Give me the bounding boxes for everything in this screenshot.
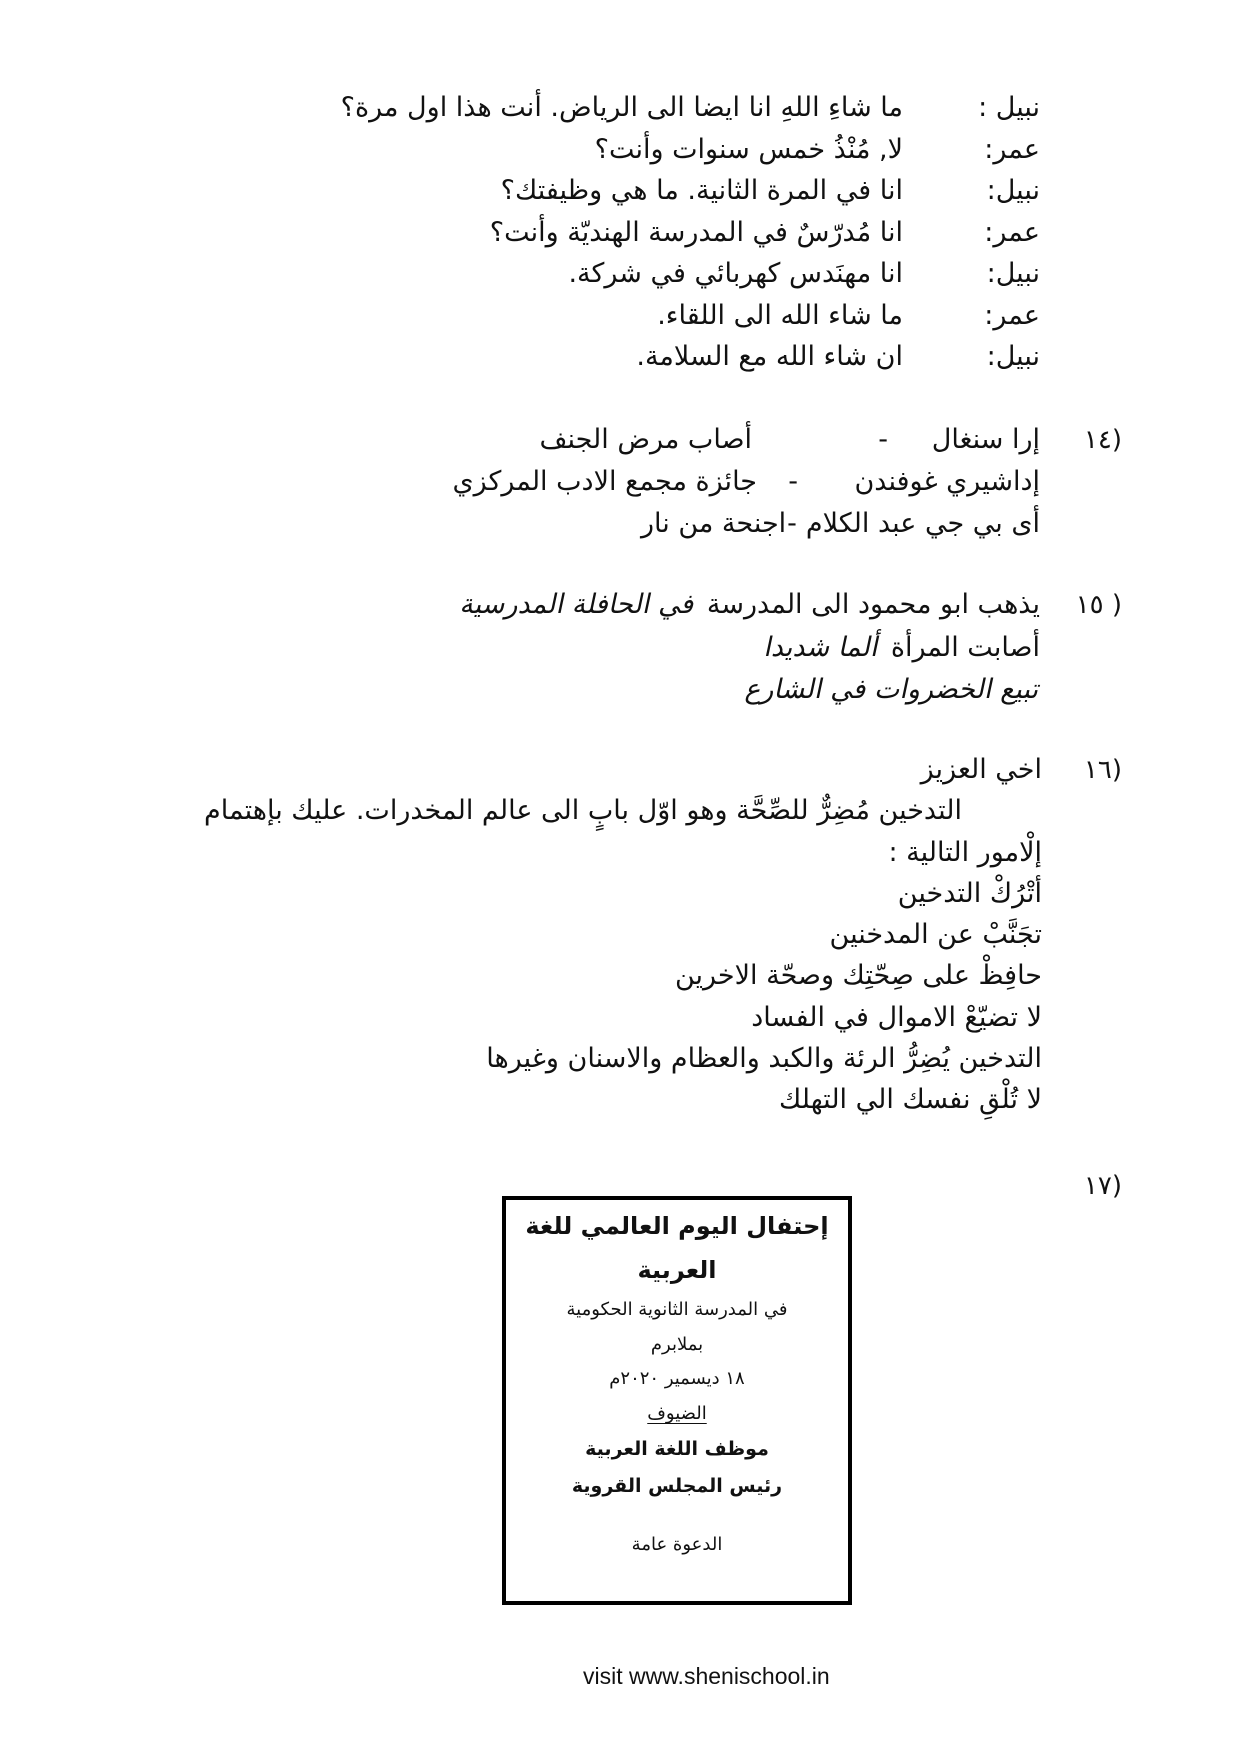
speaker-label: عمر: [984, 216, 1040, 248]
person-name: أى بي جي عبد الكلام [805, 508, 1040, 539]
question-15-answer [160, 584, 1044, 712]
notice-place: بملابرم [650, 1334, 704, 1355]
notice-title-line: إحتفال اليوم العالمي للغة [525, 1212, 829, 1240]
dialogue-line [140, 129, 1040, 171]
speech-text: انا مُدرّسٌ في المدرسة الهنديّة وأنت؟ [489, 216, 903, 248]
question-number-15: ١٥ ) [1075, 590, 1122, 620]
letter-greeting: اخي العزيز [920, 754, 1042, 785]
notice-guests-heading [506, 1396, 848, 1431]
question-number-16: ١٦) [1083, 755, 1122, 785]
notice-invitation: الدعوة عامة [631, 1534, 723, 1555]
notice-date: ١٨ ديسمير ٢٠٢٠م [609, 1368, 745, 1389]
speaker-label: نبيل : [978, 92, 1040, 123]
notice-title-line: العربية [637, 1256, 717, 1284]
letter-line: تجَنَّبْ عن المدخنين [829, 919, 1042, 950]
letter-line: لا تضيّعْ الاموال في الفساد [751, 1001, 1042, 1033]
match-row [160, 503, 1040, 545]
question-14-answer [160, 419, 1040, 545]
letter-line: التدخين يُضِرُّ الرئة والكبد والعظام والاسنان وغيرها [486, 1042, 1042, 1074]
notice-venue: في المدرسة الثانوية الحكومية [566, 1299, 788, 1320]
separator-dash: - [788, 466, 798, 497]
notice-box [502, 1196, 852, 1605]
speaker-label: نبيل: [986, 175, 1040, 206]
dialogue-line [140, 87, 1040, 129]
letter-line: أتْرُكْ التدخين [897, 877, 1042, 909]
dialogue-line [140, 170, 1040, 212]
sentence-italic-part: تبيع الخضروات في الشارع [742, 674, 1044, 705]
speech-text: ما شاء الله الى اللقاء. [657, 299, 903, 331]
question-16-letter [42, 749, 1042, 1120]
person-work: اجنحة من نار [640, 508, 787, 539]
person-work: جائزة مجمع الادب المركزي [452, 466, 757, 497]
speech-text: ما شاءِ اللهِ انا ايضا الى الرياض. أنت هذا اول مرة؟ [340, 92, 903, 123]
sentence-plain-part: أصابت المرأة [890, 631, 1040, 663]
speaker-label: عمر: [984, 133, 1040, 165]
letter-line: إلْامور التالية : [888, 836, 1042, 868]
letter-line: حافِظْ على صِحّتِك وصحّة الاخرين [674, 960, 1042, 992]
sentence-line [160, 627, 1040, 670]
notice-guest: رئيس المجلس القروية [571, 1475, 783, 1497]
person-name: إرا سنغال [931, 424, 1040, 455]
match-row [160, 419, 1040, 461]
dialogue-block [140, 87, 1040, 378]
dialogue-line [140, 253, 1040, 295]
speech-text: انا مهنَدس كهربائي في شركة. [568, 258, 903, 289]
letter-body: التدخين مُضِرٌّ للصِّحَّة وهو اوّل بابٍ الى عالم المخدرات. عليك بإهتمام [204, 795, 962, 827]
speaker-label: عمر: [984, 299, 1040, 331]
notice-guest: موظف اللغة العربية [585, 1438, 769, 1460]
speaker-label: نبيل: [986, 258, 1040, 289]
dialogue-line [140, 295, 1040, 337]
match-row [160, 461, 1040, 503]
sentence-line [160, 669, 1044, 712]
footer-website-text: visit www.shenischool.in [583, 1663, 830, 1689]
speaker-label: نبيل: [986, 341, 1040, 372]
letter-line: لا تُلْقِ نفسك الي التهلك [779, 1084, 1042, 1115]
speech-text: ان شاء الله مع السلامة. [636, 341, 903, 372]
sentence-italic-part: ألما شديدا [761, 631, 883, 663]
sentence-italic-part: في الحافلة المدرسية [457, 589, 699, 620]
guests-heading-text: الضيوف [647, 1403, 707, 1424]
separator-dash: - [787, 508, 797, 539]
speech-text: لا, مُنْذُ خمس سنوات وأنت؟ [594, 133, 903, 165]
dialogue-line [140, 336, 1040, 378]
dialogue-line [140, 212, 1040, 254]
question-number-17: ١٧) [1083, 1171, 1122, 1201]
sentence-line [160, 584, 1040, 627]
separator-dash: - [878, 424, 888, 455]
sentence-plain-part: يذهب ابو محمود الى المدرسة [706, 589, 1040, 620]
speech-text: انا في المرة الثانية. ما هي وظيفتك؟ [500, 175, 903, 206]
person-work: أصاب مرض الجنف [539, 424, 752, 455]
person-name: إداشيري غوفندن [854, 466, 1040, 497]
question-number-14: ١٤) [1083, 425, 1122, 455]
